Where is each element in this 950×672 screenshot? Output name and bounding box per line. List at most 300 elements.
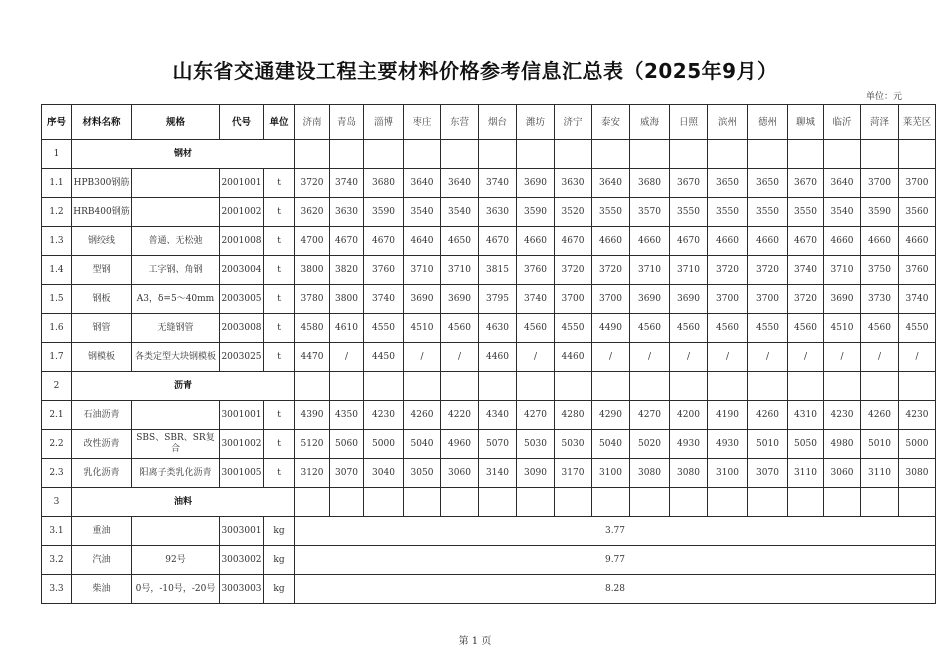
price-cell: 3040 xyxy=(364,459,404,488)
price-cell: 3570 xyxy=(630,198,670,227)
price-cell: 3590 xyxy=(517,198,555,227)
empty-cell xyxy=(364,488,404,517)
price-cell: 4930 xyxy=(670,430,708,459)
price-cell: 4560 xyxy=(441,314,479,343)
price-cell: 3520 xyxy=(555,198,592,227)
price-cell: 4660 xyxy=(899,227,936,256)
material-unit: t xyxy=(264,459,295,488)
empty-cell xyxy=(479,140,517,169)
price-cell: 4310 xyxy=(788,401,824,430)
price-cell: 3720 xyxy=(592,256,630,285)
table-row xyxy=(42,401,936,430)
empty-cell xyxy=(824,140,861,169)
item-seq: 1.7 xyxy=(42,343,72,372)
material-spec: 92号 xyxy=(132,546,220,575)
material-spec xyxy=(132,517,220,546)
header-city: 青岛 xyxy=(330,105,364,140)
material-name: HPB300钢筋 xyxy=(72,169,132,198)
empty-cell xyxy=(670,488,708,517)
price-cell: 3690 xyxy=(670,285,708,314)
material-name: 汽油 xyxy=(72,546,132,575)
price-cell: 4230 xyxy=(899,401,936,430)
empty-cell xyxy=(708,140,748,169)
price-cell: 3070 xyxy=(748,459,788,488)
empty-cell xyxy=(517,372,555,401)
table-row xyxy=(42,227,936,256)
price-cell: 3080 xyxy=(630,459,670,488)
item-seq: 3.3 xyxy=(42,575,72,604)
empty-cell xyxy=(861,140,899,169)
item-seq: 2.2 xyxy=(42,430,72,459)
empty-cell xyxy=(630,140,670,169)
price-cell: / xyxy=(788,343,824,372)
price-cell: 3070 xyxy=(330,459,364,488)
header-city: 临沂 xyxy=(824,105,861,140)
price-cell: 4660 xyxy=(708,227,748,256)
price-cell: 4930 xyxy=(708,430,748,459)
price-cell: / xyxy=(630,343,670,372)
material-code: 3001005 xyxy=(220,459,264,488)
header-city: 德州 xyxy=(748,105,788,140)
material-code: 3003003 xyxy=(220,575,264,604)
empty-cell xyxy=(708,488,748,517)
price-cell: 3670 xyxy=(670,169,708,198)
price-cell: 4580 xyxy=(295,314,330,343)
header-city: 滨州 xyxy=(708,105,748,140)
empty-cell xyxy=(404,488,441,517)
material-code: 2003008 xyxy=(220,314,264,343)
empty-cell xyxy=(861,488,899,517)
price-cell: 3100 xyxy=(592,459,630,488)
price-cell: 4510 xyxy=(404,314,441,343)
price-cell: 3140 xyxy=(479,459,517,488)
item-seq: 2.3 xyxy=(42,459,72,488)
empty-cell xyxy=(364,372,404,401)
price-cell: 4650 xyxy=(441,227,479,256)
header-unit: 单位 xyxy=(264,105,295,140)
table-row xyxy=(42,575,936,604)
price-cell: 3120 xyxy=(295,459,330,488)
price-cell: 4340 xyxy=(479,401,517,430)
price-cell: 4980 xyxy=(824,430,861,459)
empty-cell xyxy=(517,488,555,517)
price-cell: / xyxy=(404,343,441,372)
header-city: 菏泽 xyxy=(861,105,899,140)
price-cell: 3815 xyxy=(479,256,517,285)
material-code: 2001008 xyxy=(220,227,264,256)
material-spec: A3，δ=5～40mm xyxy=(132,285,220,314)
category-seq: 2 xyxy=(42,372,72,401)
material-name: 型钢 xyxy=(72,256,132,285)
price-cell: 4560 xyxy=(788,314,824,343)
material-code: 3001002 xyxy=(220,430,264,459)
material-name: 重油 xyxy=(72,517,132,546)
price-cell: 4390 xyxy=(295,401,330,430)
price-cell: 4670 xyxy=(555,227,592,256)
header-seq: 序号 xyxy=(42,105,72,140)
header-city: 潍坊 xyxy=(517,105,555,140)
price-cell: / xyxy=(592,343,630,372)
empty-cell xyxy=(592,372,630,401)
table-row xyxy=(42,517,936,546)
price-cell: 4230 xyxy=(824,401,861,430)
empty-cell xyxy=(441,488,479,517)
empty-cell xyxy=(670,372,708,401)
material-code: 3001001 xyxy=(220,401,264,430)
price-cell: 4660 xyxy=(824,227,861,256)
price-cell: 3060 xyxy=(824,459,861,488)
price-cell: 5020 xyxy=(630,430,670,459)
price-cell: 3700 xyxy=(708,285,748,314)
price-cell: 4270 xyxy=(630,401,670,430)
price-cell: 4660 xyxy=(861,227,899,256)
empty-cell xyxy=(708,372,748,401)
price-cell: 5070 xyxy=(479,430,517,459)
empty-cell xyxy=(555,488,592,517)
price-cell: / xyxy=(441,343,479,372)
price-cell: 4350 xyxy=(330,401,364,430)
table-row xyxy=(42,285,936,314)
material-code: 2003005 xyxy=(220,285,264,314)
price-cell: 4560 xyxy=(708,314,748,343)
price-cell: 3110 xyxy=(861,459,899,488)
material-spec: SBS、SBR、SR复合 xyxy=(132,430,220,459)
price-cell: 4260 xyxy=(404,401,441,430)
material-spec: 无缝钢管 xyxy=(132,314,220,343)
price-cell: 3690 xyxy=(630,285,670,314)
price-cell: 4640 xyxy=(404,227,441,256)
price-cell: 3720 xyxy=(295,169,330,198)
price-cell: 3680 xyxy=(364,169,404,198)
price-cell: 3640 xyxy=(592,169,630,198)
material-unit: t xyxy=(264,401,295,430)
price-cell: 4660 xyxy=(748,227,788,256)
category-name: 油料 xyxy=(72,488,295,517)
empty-cell xyxy=(330,372,364,401)
price-cell: 4670 xyxy=(788,227,824,256)
price-cell: 4560 xyxy=(670,314,708,343)
price-cell: 3760 xyxy=(899,256,936,285)
price-cell: 3700 xyxy=(861,169,899,198)
price-cell: 3700 xyxy=(555,285,592,314)
price-cell: 3795 xyxy=(479,285,517,314)
price-cell: 4670 xyxy=(364,227,404,256)
price-cell: 3640 xyxy=(441,169,479,198)
table-row xyxy=(42,546,936,575)
price-cell: 3800 xyxy=(295,256,330,285)
price-cell: 4660 xyxy=(517,227,555,256)
header-city: 济宁 xyxy=(555,105,592,140)
price-cell: 3640 xyxy=(824,169,861,198)
price-cell: 3550 xyxy=(670,198,708,227)
material-code: 2001001 xyxy=(220,169,264,198)
material-name: 钢板 xyxy=(72,285,132,314)
price-cell: / xyxy=(899,343,936,372)
header-city: 淄博 xyxy=(364,105,404,140)
price-cell: 3560 xyxy=(899,198,936,227)
price-cell: 4610 xyxy=(330,314,364,343)
empty-cell xyxy=(517,140,555,169)
price-cell: 5030 xyxy=(517,430,555,459)
price-cell: / xyxy=(824,343,861,372)
price-cell: 3710 xyxy=(630,256,670,285)
item-seq: 2.1 xyxy=(42,401,72,430)
price-cell: 4670 xyxy=(330,227,364,256)
material-name: 改性沥青 xyxy=(72,430,132,459)
price-cell: 3760 xyxy=(517,256,555,285)
item-seq: 1.6 xyxy=(42,314,72,343)
price-cell: / xyxy=(330,343,364,372)
item-seq: 1.1 xyxy=(42,169,72,198)
material-spec xyxy=(132,401,220,430)
price-cell: 4550 xyxy=(555,314,592,343)
price-cell: 4550 xyxy=(364,314,404,343)
empty-cell xyxy=(630,488,670,517)
empty-cell xyxy=(479,488,517,517)
table-row xyxy=(42,169,936,198)
price-cell: 3540 xyxy=(441,198,479,227)
price-cell: 3710 xyxy=(670,256,708,285)
price-cell: 4660 xyxy=(592,227,630,256)
item-seq: 1.2 xyxy=(42,198,72,227)
price-cell: 5010 xyxy=(861,430,899,459)
price-cell: 3630 xyxy=(330,198,364,227)
price-cell: 3540 xyxy=(404,198,441,227)
header-city: 泰安 xyxy=(592,105,630,140)
price-cell: 3690 xyxy=(517,169,555,198)
empty-cell xyxy=(479,372,517,401)
price-cell: 4670 xyxy=(479,227,517,256)
uniform-price-cell: 3.77 xyxy=(295,517,936,546)
price-cell: 5000 xyxy=(364,430,404,459)
price-cell: 3630 xyxy=(555,169,592,198)
material-unit: t xyxy=(264,314,295,343)
price-cell: 3060 xyxy=(441,459,479,488)
price-cell: 3740 xyxy=(517,285,555,314)
material-name: 钢绞线 xyxy=(72,227,132,256)
table-row xyxy=(42,343,936,372)
price-cell: 3630 xyxy=(479,198,517,227)
price-cell: 4510 xyxy=(824,314,861,343)
header-city: 威海 xyxy=(630,105,670,140)
price-cell: 3590 xyxy=(861,198,899,227)
price-cell: 4260 xyxy=(861,401,899,430)
category-seq: 3 xyxy=(42,488,72,517)
material-spec: 工字钢、角钢 xyxy=(132,256,220,285)
price-cell: 3700 xyxy=(899,169,936,198)
price-cell: 3540 xyxy=(824,198,861,227)
price-cell: 3740 xyxy=(330,169,364,198)
material-unit: kg xyxy=(264,546,295,575)
empty-cell xyxy=(295,140,330,169)
category-name: 钢材 xyxy=(72,140,295,169)
empty-cell xyxy=(899,372,936,401)
empty-cell xyxy=(899,140,936,169)
price-cell: 3700 xyxy=(748,285,788,314)
table-row xyxy=(42,256,936,285)
price-cell: 3690 xyxy=(404,285,441,314)
price-cell: 4470 xyxy=(295,343,330,372)
price-cell: 3740 xyxy=(479,169,517,198)
price-cell: 5040 xyxy=(404,430,441,459)
price-cell: 3730 xyxy=(861,285,899,314)
material-unit: t xyxy=(264,285,295,314)
header-city: 枣庄 xyxy=(404,105,441,140)
price-cell: 4630 xyxy=(479,314,517,343)
material-unit: t xyxy=(264,430,295,459)
price-cell: 3820 xyxy=(330,256,364,285)
price-cell: 3710 xyxy=(404,256,441,285)
price-cell: 4550 xyxy=(899,314,936,343)
page-title: 山东省交通建设工程主要材料价格参考信息汇总表（2025年9月） xyxy=(172,59,778,83)
material-spec: 0号，-10号，-20号 xyxy=(132,575,220,604)
empty-cell xyxy=(788,488,824,517)
price-cell: 3550 xyxy=(592,198,630,227)
price-cell: 3590 xyxy=(364,198,404,227)
price-cell: 4960 xyxy=(441,430,479,459)
material-code: 2001002 xyxy=(220,198,264,227)
material-unit: t xyxy=(264,256,295,285)
price-cell: 3080 xyxy=(670,459,708,488)
header-city: 东营 xyxy=(441,105,479,140)
empty-cell xyxy=(441,140,479,169)
price-cell: 3650 xyxy=(748,169,788,198)
price-cell: 4220 xyxy=(441,401,479,430)
price-cell: 5000 xyxy=(899,430,936,459)
price-cell: 3170 xyxy=(555,459,592,488)
empty-cell xyxy=(824,488,861,517)
material-unit: t xyxy=(264,343,295,372)
price-cell: 3110 xyxy=(788,459,824,488)
price-cell: 3690 xyxy=(824,285,861,314)
category-row xyxy=(42,372,936,401)
price-cell: 4280 xyxy=(555,401,592,430)
table-row xyxy=(42,459,936,488)
empty-cell xyxy=(364,140,404,169)
price-cell: 3550 xyxy=(748,198,788,227)
header-city: 聊城 xyxy=(788,105,824,140)
item-seq: 1.5 xyxy=(42,285,72,314)
header-name: 材料名称 xyxy=(72,105,132,140)
price-cell: 5010 xyxy=(748,430,788,459)
material-name: HRB400钢筋 xyxy=(72,198,132,227)
material-name: 乳化沥青 xyxy=(72,459,132,488)
price-cell: 3720 xyxy=(555,256,592,285)
price-cell: 3650 xyxy=(708,169,748,198)
table-row xyxy=(42,430,936,459)
price-cell: 4200 xyxy=(670,401,708,430)
price-cell: 5050 xyxy=(788,430,824,459)
material-spec: 阳离子类乳化沥青 xyxy=(132,459,220,488)
empty-cell xyxy=(330,140,364,169)
header-city: 日照 xyxy=(670,105,708,140)
material-unit: t xyxy=(264,169,295,198)
price-cell: 4700 xyxy=(295,227,330,256)
material-code: 3003002 xyxy=(220,546,264,575)
price-cell: 3750 xyxy=(861,256,899,285)
empty-cell xyxy=(788,140,824,169)
category-row xyxy=(42,140,936,169)
price-cell: 3710 xyxy=(824,256,861,285)
empty-cell xyxy=(630,372,670,401)
empty-cell xyxy=(404,372,441,401)
empty-cell xyxy=(861,372,899,401)
material-unit: t xyxy=(264,198,295,227)
empty-cell xyxy=(899,488,936,517)
empty-cell xyxy=(748,372,788,401)
empty-cell xyxy=(592,140,630,169)
price-cell: 4290 xyxy=(592,401,630,430)
price-cell: 3740 xyxy=(788,256,824,285)
price-cell: 4230 xyxy=(364,401,404,430)
price-cell: 4560 xyxy=(630,314,670,343)
price-cell: 3080 xyxy=(899,459,936,488)
empty-cell xyxy=(824,372,861,401)
price-cell: 4670 xyxy=(670,227,708,256)
item-seq: 1.4 xyxy=(42,256,72,285)
material-unit: kg xyxy=(264,517,295,546)
category-seq: 1 xyxy=(42,140,72,169)
price-cell: 4460 xyxy=(555,343,592,372)
empty-cell xyxy=(330,488,364,517)
price-cell: 4560 xyxy=(861,314,899,343)
price-cell: 4450 xyxy=(364,343,404,372)
header-city: 莱芜区 xyxy=(899,105,936,140)
price-cell: 3050 xyxy=(404,459,441,488)
price-cell: 3550 xyxy=(788,198,824,227)
table-row xyxy=(42,198,936,227)
header-city: 烟台 xyxy=(479,105,517,140)
price-cell: 3700 xyxy=(592,285,630,314)
price-cell: / xyxy=(861,343,899,372)
price-cell: 4260 xyxy=(748,401,788,430)
price-cell: 5040 xyxy=(592,430,630,459)
material-name: 柴油 xyxy=(72,575,132,604)
material-unit: kg xyxy=(264,575,295,604)
empty-cell xyxy=(404,140,441,169)
price-cell: 3550 xyxy=(708,198,748,227)
price-cell: 3100 xyxy=(708,459,748,488)
price-cell: 4460 xyxy=(479,343,517,372)
price-cell: 3760 xyxy=(364,256,404,285)
unit-label: 单位：元 xyxy=(865,92,902,102)
price-cell: 3740 xyxy=(899,285,936,314)
material-name: 石油沥青 xyxy=(72,401,132,430)
material-spec xyxy=(132,169,220,198)
price-cell: 3090 xyxy=(517,459,555,488)
price-cell: 3800 xyxy=(330,285,364,314)
empty-cell xyxy=(295,372,330,401)
price-cell: / xyxy=(517,343,555,372)
table-row xyxy=(42,314,936,343)
empty-cell xyxy=(295,488,330,517)
header-code: 代号 xyxy=(220,105,264,140)
price-cell: 3690 xyxy=(441,285,479,314)
empty-cell xyxy=(788,372,824,401)
item-seq: 3.1 xyxy=(42,517,72,546)
header-spec: 规格 xyxy=(132,105,220,140)
material-code: 2003004 xyxy=(220,256,264,285)
item-seq: 1.3 xyxy=(42,227,72,256)
price-cell: 3740 xyxy=(364,285,404,314)
category-name: 沥青 xyxy=(72,372,295,401)
price-cell: 3720 xyxy=(748,256,788,285)
price-cell: 4560 xyxy=(517,314,555,343)
price-cell: 5060 xyxy=(330,430,364,459)
material-name: 钢管 xyxy=(72,314,132,343)
price-cell: 3670 xyxy=(788,169,824,198)
empty-cell xyxy=(555,372,592,401)
